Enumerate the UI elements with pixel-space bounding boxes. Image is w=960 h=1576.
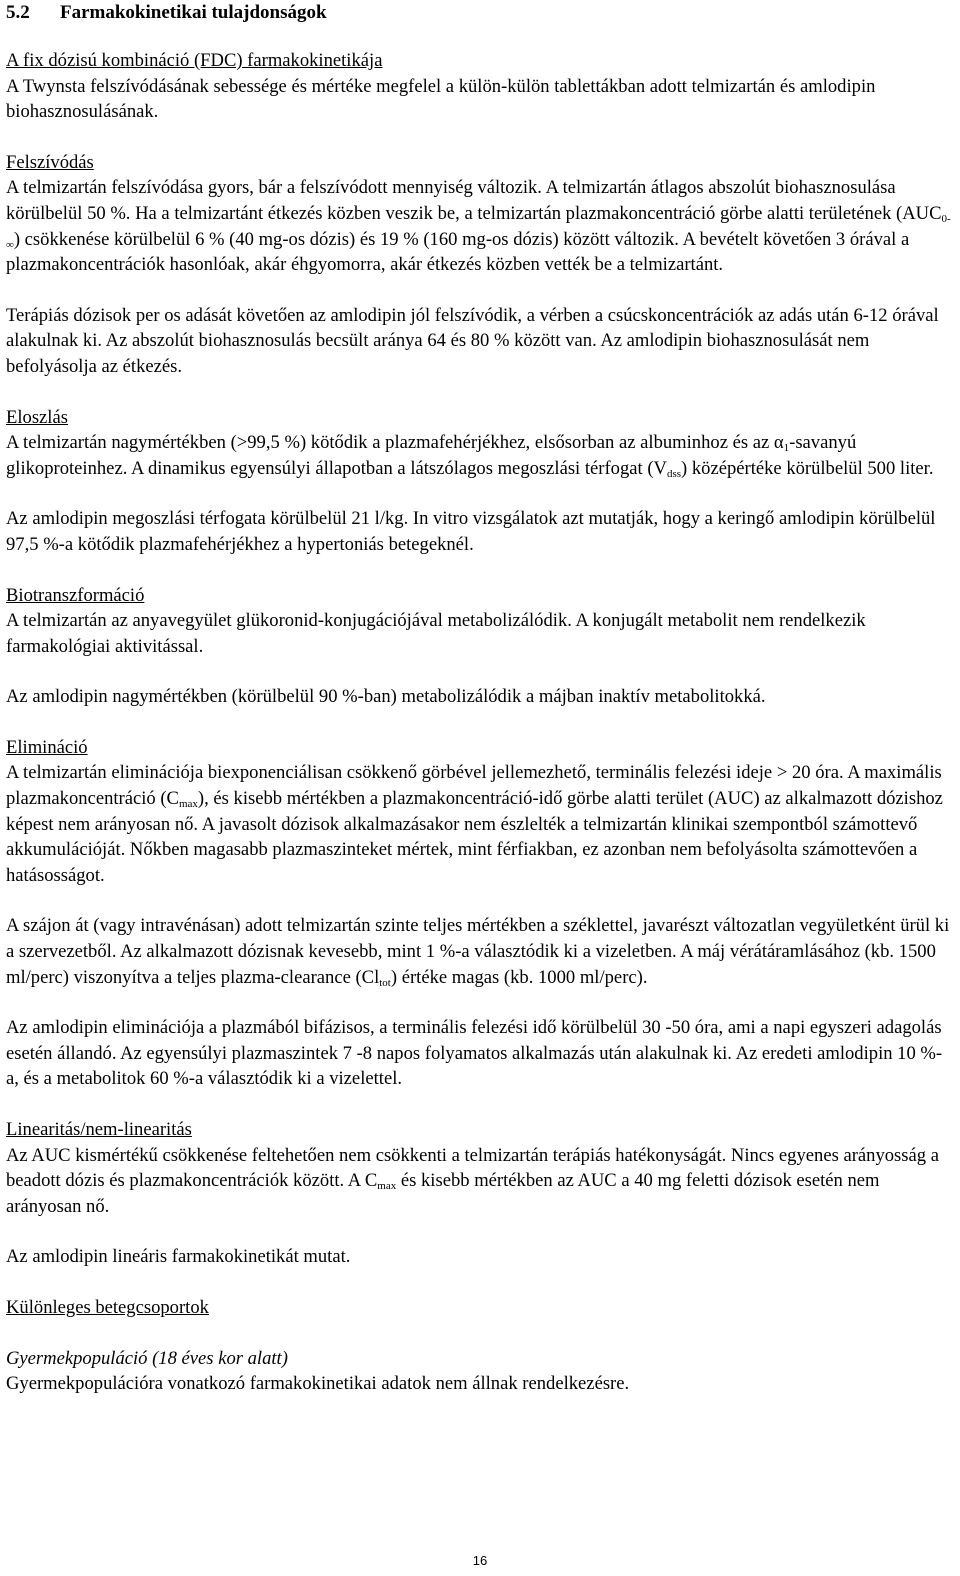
amlodipine-elimination-paragraph <box>6 1015 954 1092</box>
linearity-text: Az AUC kismértékű csökkenése feltehetően nem csökkenti a telmizartán terápiás hatékonyságát. Nincs egyenes arányosság a beadott dózis és plazmakoncentrációk között. A $C_{max}$ és kisebb mértékben az AUC a 40 mg feletti dózisok esetén nem arányosan nő. <box>6 1144 939 1217</box>
amlodipine-linearity-paragraph <box>6 1244 954 1270</box>
absorption-text: A telmizartán felszívódása gyors, bár a felszívódott mennyiség változik. A telmizartán átlagos abszolút biohasznosulása körülbelül 50 %. Ha a telmizartánt étkezés közben veszik be, a telmizartán plazmakoncentráció görbe alatti területének $(AUC_{0-\infty})$ csökkenése körülbelül 6 % (40 mg-os dózis) és 19 % (160 mg-os dózis) között változik. A bevételt követően 3 órával a plazmakoncentrációk hasonlóak, akár éhgyomorra, akár étkezés közben vették be a telmizartánt. <box>6 177 951 276</box>
amlodipine-absorption-text: Terápiás dózisok per os adását követően az amlodipin jól felszívódik, a vérben a csúcskoncentrációk az adás után 6-12 órával alakulnak ki. Az abszolút biohasznosulás becsült aránya 64 és 80 % között van. Az amlodipin biohasznosulását nem befolyásolja az étkezés. <box>6 304 939 377</box>
amlodipine-distribution-text: Az amlodipin megoszlási térfogata körülbelül 21 l/kg. In vitro vizsgálatok azt mutatják, hogy a keringő amlodipin körülbelül 97,5 %-a kötődik plazmafehérjékhez a hypertoniás betegeknél. <box>6 508 936 555</box>
excretion-paragraph <box>6 913 954 990</box>
excretion-text: A szájon át (vagy intravénásan) adott telmizartán szinte teljes mértékben a széklettel, javarészt változatlan vegyületként ürül ki a szervezetből. Az alkalmazott dózisnak kevesebb, mint 1 %-a választódik ki a vizeletben. A máj vérátáramlásához (kb. 1500 ml/perc) viszonyítva a teljes plazma-clearance $(Cl_{tot})$ értéke magas (kb. 1000 ml/perc). <box>6 915 950 989</box>
fdc-heading: A fix dózisú kombináció (FDC) farmakokinetikája <box>6 50 383 71</box>
linearity-block <box>6 1117 954 1219</box>
distribution-block <box>6 405 954 482</box>
absorption-heading: Felszívódás <box>6 151 94 173</box>
pediatric-block <box>6 1346 954 1397</box>
document-page <box>6 0 954 1422</box>
amlodipine-metabolism-paragraph <box>6 684 954 710</box>
section-number: 5.2 <box>6 2 30 23</box>
amlodipine-absorption-paragraph <box>6 303 954 380</box>
special-populations-block <box>6 1295 954 1321</box>
elimination-block <box>6 735 954 889</box>
pediatric-subheading: Gyermekpopuláció (18 éves kor alatt) <box>6 1347 288 1369</box>
biotransformation-text: A telmizartán az anyavegyület glükoronid-konjugációjával metabolizálódik. A konjugált metabolit nem rendelkezik farmakológiai aktivitással. <box>6 610 866 657</box>
biotransformation-heading: Biotranszformáció <box>6 584 145 606</box>
pediatric-text: Gyermekpopulációra vonatkozó farmakokinetikai adatok nem állnak rendelkezésre. <box>6 1373 630 1395</box>
amlodipine-metabolism-text: Az amlodipin nagymértékben (körülbelül 90 %-ban) metabolizálódik a májban inaktív metabolitokká. <box>6 686 766 708</box>
linearity-heading: Linearitás/nem-linearitás <box>6 1119 192 1140</box>
distribution-heading: Eloszlás <box>6 406 68 428</box>
special-populations-heading: Különleges betegcsoportok <box>6 1296 209 1318</box>
amlodipine-elimination-text: Az amlodipin eliminációja a plazmából bifázisos, a terminális felezési idő körülbelül 30 -50 óra, ami a napi egyszeri adagolás esetén állandó. Az egyensúlyi plazmaszintek 7 -8 napos folyamatos alkalmazás után alakulnak ki. Az eredeti amlodipin 10 %-a, és a metabolitok 60 %-a választódik ki a vizelettel. <box>6 1017 943 1090</box>
section-title: Farmakokinetikai tulajdonságok <box>60 2 327 23</box>
biotransformation-block <box>6 583 954 660</box>
elimination-text: A telmizartán eliminációja biexponenciálisan csökkenő görbével jellemezhető, terminális felezési ideje > 20 óra. A maximális plazmakoncentráció $(C_{max})$, és kisebb mértékben a plazmakoncentráció-idő görbe alatti terület (AUC) az alkalmazott dózishoz képest nem arányosan nő. A javasolt dózisok alkalmazásakor nem észlelték a telmizartán klinikai szempontból számottevő akkumulációját. Nőkben magasabb plazmaszinteket mértek, mint férfiakban, ez azonban nem befolyásolta számottevően a hatásosságot. <box>6 762 943 886</box>
fdc-block <box>6 48 954 125</box>
amlodipine-linearity-text: Az amlodipin lineáris farmakokinetikát mutat. <box>6 1246 351 1268</box>
fdc-text: A Twynsta felszívódásának sebessége és mértéke megfelel a külön-külön tablettákban adott telmizartán és amlodipin biohasznosulásának. <box>6 75 876 123</box>
distribution-text: A telmizartán nagymértékben (>99,5 %) kötődik a plazmafehérjékhez, elsősorban az albuminhoz és az $\alpha_1$-savanyú glikoproteinhez. A dinamikus egyensúlyi állapotban a látszólagos megoszlási térfogat $(V_{dss})$ középértéke körülbelül 500 liter. <box>6 432 934 480</box>
section-heading <box>6 0 954 26</box>
amlodipine-distribution-paragraph <box>6 506 954 557</box>
absorption-block <box>6 150 954 278</box>
elimination-heading: Elimináció <box>6 736 88 758</box>
page-number: 16 <box>472 1553 488 1568</box>
